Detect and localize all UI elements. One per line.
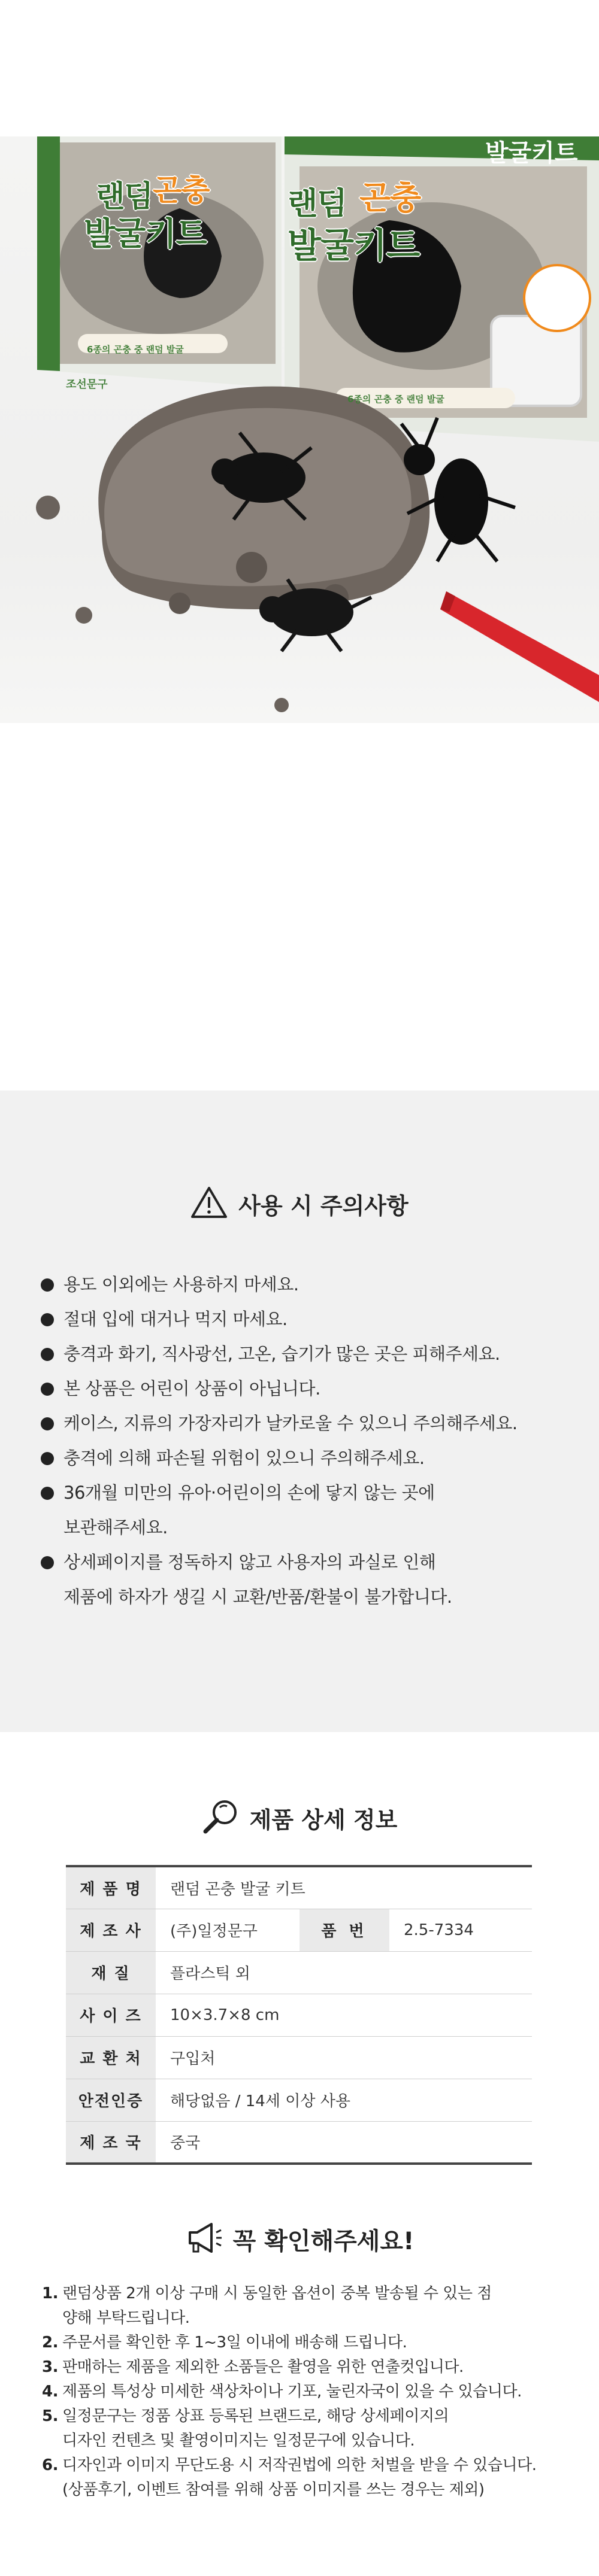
notice-number: 4.: [42, 2383, 58, 2401]
caution-text: 제품에 하자가 생길 시 교환/반품/환불이 불가합니다.: [63, 1587, 452, 1607]
box-brand: 조선문구: [66, 378, 108, 391]
caution-item: [41, 1441, 568, 1475]
caution-text: 36개월 미만의 유아·어린이의 손에 닿지 않는 곳에: [63, 1483, 435, 1503]
notice-item: [42, 2380, 569, 2404]
notice-text: 판매하는 제품을 제외한 소품들은 촬영을 위한 연출컷입니다.: [62, 2358, 464, 2376]
notice-number: 6.: [42, 2456, 58, 2474]
notice-text: 양해 부탁드립니다.: [62, 2309, 190, 2327]
caution-text: 용도 이외에는 사용하지 마세요.: [63, 1274, 299, 1295]
top-spacer: [0, 0, 599, 136]
caution-item: [41, 1302, 568, 1336]
spec-label-size: 사 이 즈: [66, 1994, 156, 2036]
spec-value-name: 랜덤 곤충 발굴 키트: [156, 1866, 532, 1909]
notice-item: [42, 2404, 569, 2453]
bullet-icon: [41, 1313, 54, 1326]
spec-value-exchange: 구입처: [156, 2036, 532, 2079]
caution-item: [41, 1336, 568, 1371]
notice-text: 랜덤상품 2개 이상 구매 시 동일한 옵션이 중복 발송될 수 있는 점: [62, 2285, 492, 2302]
notice-text: (상품후기, 이벤트 참여를 위해 상품 이미지를 쓰는 경우는 제외): [62, 2481, 485, 2499]
notice-text: 일정문구는 정품 상표 등록된 브랜드로, 해당 상세페이지의: [62, 2407, 449, 2425]
caution-text: 상세페이지를 정독하지 않고 사용자의 과실로 인해: [63, 1552, 436, 1572]
notice-text: 제품의 특성상 미세한 색상차이나 기포, 눌린자국이 있을 수 있습니다.: [62, 2383, 522, 2401]
bullet-icon: [41, 1487, 54, 1500]
digging-pick: [440, 591, 599, 702]
product-hero-image: [0, 136, 599, 723]
caution-item: [41, 1545, 568, 1614]
bullet-icon: [41, 1556, 54, 1569]
caution-text: 보관해주세요.: [63, 1517, 168, 1538]
bullet-icon: [41, 1452, 54, 1465]
caution-list: [41, 1267, 568, 1614]
notice-text: 디자인 컨텐츠 및 촬영이미지는 일정문구에 있습니다.: [62, 2432, 415, 2450]
notice-number: 2.: [42, 2334, 58, 2352]
notice-text: 주문서를 확인한 후 1~3일 이내에 배송해 드립니다.: [62, 2334, 407, 2352]
box-title-left-1: 랜덤: [96, 179, 153, 214]
plaster-block: [36, 387, 429, 723]
caution-text: 충격에 의해 파손될 위험이 있으니 주의해주세요.: [63, 1448, 425, 1468]
bullet-icon: [41, 1383, 54, 1396]
notice-number: 5.: [42, 2407, 58, 2425]
box-title-right-1: 랜덤: [288, 186, 347, 222]
table-row: [66, 2036, 532, 2079]
spec-value-maker: (주)일정문구: [156, 1909, 300, 1951]
product-detail-section: [0, 1732, 599, 2576]
box-title-right-2: 곤충: [359, 179, 421, 217]
spec-value-code: 2.5-7334: [389, 1909, 532, 1951]
caution-text: 케이스, 지류의 가장자리가 날카로울 수 있으니 주의해주세요.: [63, 1413, 518, 1433]
caution-item: [41, 1371, 568, 1406]
spec-label-material: 재 질: [66, 1951, 156, 1994]
notice-number: 1.: [42, 2285, 58, 2302]
caution-item: [41, 1406, 568, 1441]
notice-title: 꼭 확인해주세요!: [232, 2227, 415, 2255]
table-row: [66, 2121, 532, 2164]
box-tag-left: 6종의 곤충 중 랜덤 발굴: [87, 344, 184, 355]
detail-title: 제품 상세 정보: [249, 1806, 398, 1833]
table-row: [66, 1866, 532, 1909]
megaphone-icon: [185, 2222, 223, 2256]
spec-label-origin: 제 조 국: [66, 2121, 156, 2164]
notice-heading: [0, 2222, 599, 2256]
notice-item: [42, 2355, 569, 2380]
spec-value-safety: 해당없음 / 14세 이상 사용: [156, 2079, 532, 2121]
table-row: [66, 1994, 532, 2036]
notice-number: 3.: [42, 2358, 58, 2376]
spec-value-size: 10×3.7×8 cm: [156, 1994, 532, 2036]
caution-text: 절대 입에 대거나 먹지 마세요.: [63, 1309, 288, 1329]
bullet-icon: [41, 1348, 54, 1361]
spec-label-safety: 안전인증: [66, 2079, 156, 2121]
table-row: [66, 2079, 532, 2121]
caution-section: [0, 1090, 599, 1732]
caution-title: 사용 시 주의사항: [238, 1192, 409, 1219]
caution-text: 본 상품은 어린이 상품이 아닙니다.: [63, 1378, 320, 1399]
spec-label-exchange: 교 환 처: [66, 2036, 156, 2079]
spec-value-material: 플라스틱 외: [156, 1951, 532, 1994]
notice-text: 디자인과 이미지 무단도용 시 저작권법에 의한 처벌을 받을 수 있습니다.: [62, 2456, 537, 2474]
table-row: [66, 1951, 532, 1994]
warning-icon: [190, 1186, 228, 1221]
spec-label-name: 제 품 명: [66, 1866, 156, 1909]
notice-item: [42, 2331, 569, 2355]
spec-label-code: 품 번: [300, 1909, 389, 1951]
image-spacer: [0, 723, 599, 1090]
table-row: [66, 1909, 532, 1951]
detail-heading: [0, 1798, 599, 1837]
caution-item: [41, 1267, 568, 1302]
box-title-left-2: 곤충: [153, 173, 210, 208]
caution-text: 충격과 화기, 직사광선, 고온, 습기가 많은 곳은 피해주세요.: [63, 1344, 500, 1364]
magnifier-icon: [202, 1798, 239, 1837]
notice-item: [42, 2453, 569, 2502]
box-tag-right: 6종의 곤충 중 랜덤 발굴: [347, 394, 444, 405]
spec-table: [66, 1865, 532, 2165]
box-title-right-3: 발굴키트: [288, 225, 420, 266]
spec-value-origin: 중국: [170, 2134, 201, 2153]
bullet-icon: [41, 1278, 54, 1292]
box-title-left-3: 발굴키트: [84, 215, 207, 253]
caution-item: [41, 1475, 568, 1545]
bullet-icon: [41, 1417, 54, 1430]
notice-list: [42, 2282, 569, 2502]
spec-label-maker: 제 조 사: [66, 1909, 156, 1951]
box-small-title: 발굴키트: [485, 139, 578, 167]
notice-item: [42, 2282, 569, 2331]
caution-heading: [0, 1186, 599, 1221]
